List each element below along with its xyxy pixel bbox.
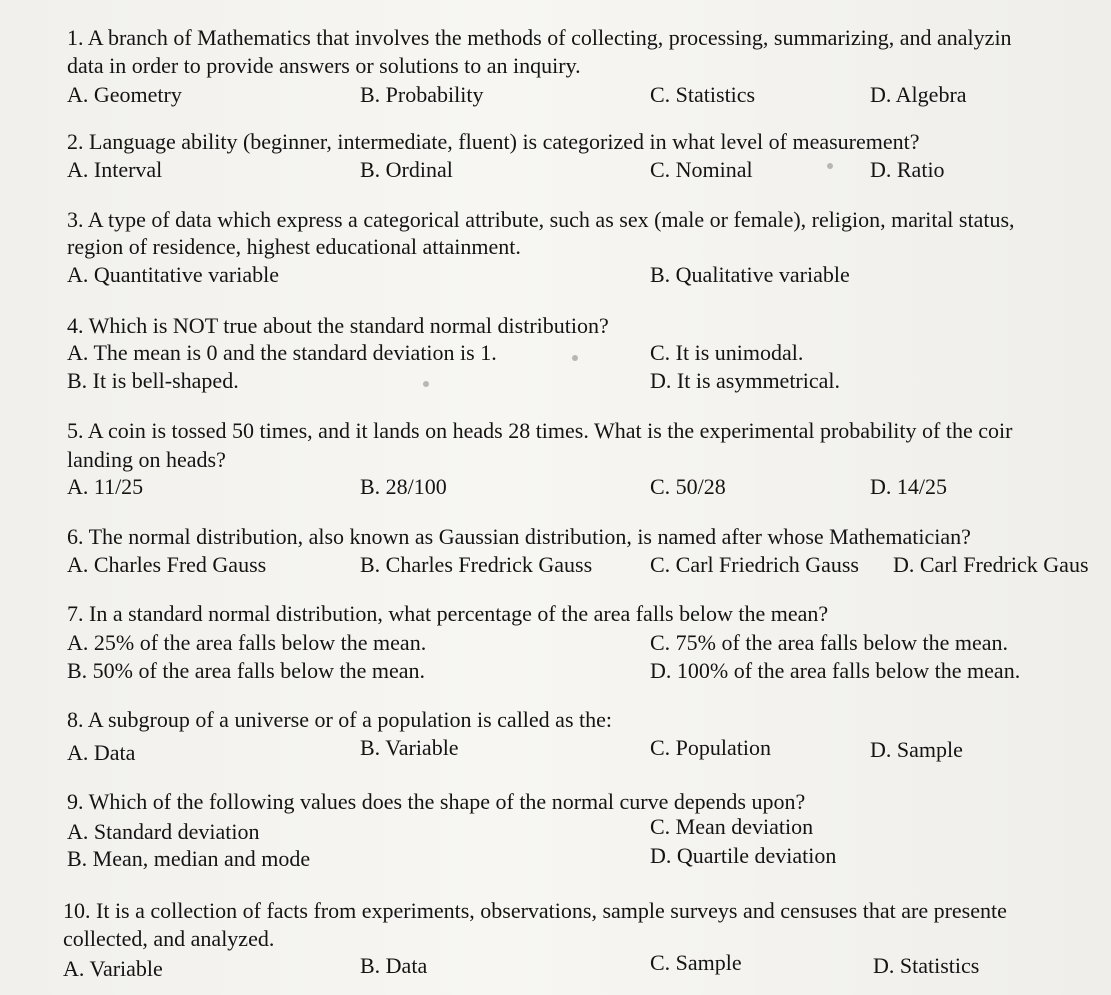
- question-8-stem: 8. A subgroup of a universe or of a population is called as the:: [67, 707, 612, 732]
- question-10-option-d: D. Statistics: [873, 953, 980, 978]
- question-10-option-c: C. Sample: [650, 950, 742, 975]
- question-2-option-d: D. Ratio: [870, 157, 945, 182]
- question-1-option-b: B. Probability: [360, 82, 484, 107]
- question-8-option-d: D. Sample: [870, 737, 963, 762]
- question-1-option-c: C. Statistics: [650, 82, 756, 107]
- question-4-option-a: A. The mean is 0 and the standard deviation is 1.: [67, 340, 497, 365]
- question-2-stem: 2. Language ability (beginner, intermediate, fluent) is categorized in what level of measurement?: [67, 129, 920, 154]
- question-7-option-a: A. 25% of the area falls below the mean.: [67, 630, 427, 655]
- question-10-option-a: A. Variable: [63, 956, 163, 981]
- question-8-option-c: C. Population: [650, 735, 772, 760]
- question-9-option-c: C. Mean deviation: [650, 814, 814, 839]
- question-6-option-a: A. Charles Fred Gauss: [67, 552, 267, 577]
- paper-speck: [572, 355, 578, 361]
- question-3-option-b: B. Qualitative variable: [650, 262, 850, 287]
- question-9-option-a: A. Standard deviation: [67, 819, 260, 844]
- question-6-option-d: D. Carl Fredrick Gaus: [893, 552, 1089, 577]
- question-2-option-b: B. Ordinal: [360, 157, 453, 182]
- question-10-stem-cont: collected, and analyzed.: [63, 926, 275, 951]
- question-5-option-c: C. 50/28: [650, 474, 726, 499]
- question-8-option-b: B. Variable: [360, 735, 459, 760]
- question-2-option-c: C. Nominal: [650, 157, 753, 182]
- question-6-stem: 6. The normal distribution, also known as Gaussian distribution, is named after whose Mathematician?: [67, 524, 971, 549]
- question-5-option-a: A. 11/25: [67, 474, 144, 499]
- question-5-stem-cont: landing on heads?: [67, 447, 226, 472]
- question-6-option-b: B. Charles Fredrick Gauss: [360, 552, 593, 577]
- question-4-stem: 4. Which is NOT true about the standard normal distribution?: [67, 313, 609, 338]
- question-4-option-b: B. It is bell-shaped.: [67, 368, 239, 393]
- question-3-stem-cont: region of residence, highest educational attainment.: [67, 234, 521, 259]
- question-4-option-d: D. It is asymmetrical.: [650, 368, 841, 393]
- question-3-stem: 3. A type of data which express a categorical attribute, such as sex (male or female), religion, marital status,: [67, 207, 1015, 232]
- question-6-option-c: C. Carl Friedrich Gauss: [650, 552, 859, 577]
- question-9-option-b: B. Mean, median and mode: [67, 846, 311, 871]
- paper-speck: [827, 163, 833, 169]
- paper-speck: [423, 381, 429, 387]
- question-1-stem: 1. A branch of Mathematics that involves the methods of collecting, processing, summarizing, and analyzin: [67, 25, 1012, 50]
- question-1-option-d: D. Algebra: [870, 82, 967, 107]
- question-9-stem: 9. Which of the following values does the shape of the normal curve depends upon?: [67, 789, 806, 814]
- question-10-stem: 10. It is a collection of facts from experiments, observations, sample surveys and censuses that are presente: [63, 898, 1007, 923]
- question-7-option-b: B. 50% of the area falls below the mean.: [67, 658, 425, 683]
- question-3-option-a: A. Quantitative variable: [67, 262, 279, 287]
- question-7-option-c: C. 75% of the area falls below the mean.: [650, 630, 1008, 655]
- question-5-option-b: B. 28/100: [360, 474, 447, 499]
- question-8-option-a: A. Data: [67, 740, 136, 765]
- question-9-option-d: D. Quartile deviation: [650, 843, 837, 868]
- question-1-option-a: A. Geometry: [67, 82, 182, 107]
- question-5-stem: 5. A coin is tossed 50 times, and it lands on heads 28 times. What is the experimental probability of the coir: [67, 418, 1013, 443]
- bleed-through-text: [180, 0, 185, 17]
- question-2-option-a: A. Interval: [67, 157, 163, 182]
- question-5-option-d: D. 14/25: [870, 474, 947, 499]
- question-4-option-c: C. It is unimodal.: [650, 340, 804, 365]
- question-1-stem-cont: data in order to provide answers or solutions to an inquiry.: [67, 53, 581, 78]
- question-7-stem: 7. In a standard normal distribution, what percentage of the area falls below the mean?: [67, 601, 829, 626]
- question-10-option-b: B. Data: [360, 953, 428, 978]
- question-7-option-d: D. 100% of the area falls below the mean.: [650, 658, 1021, 683]
